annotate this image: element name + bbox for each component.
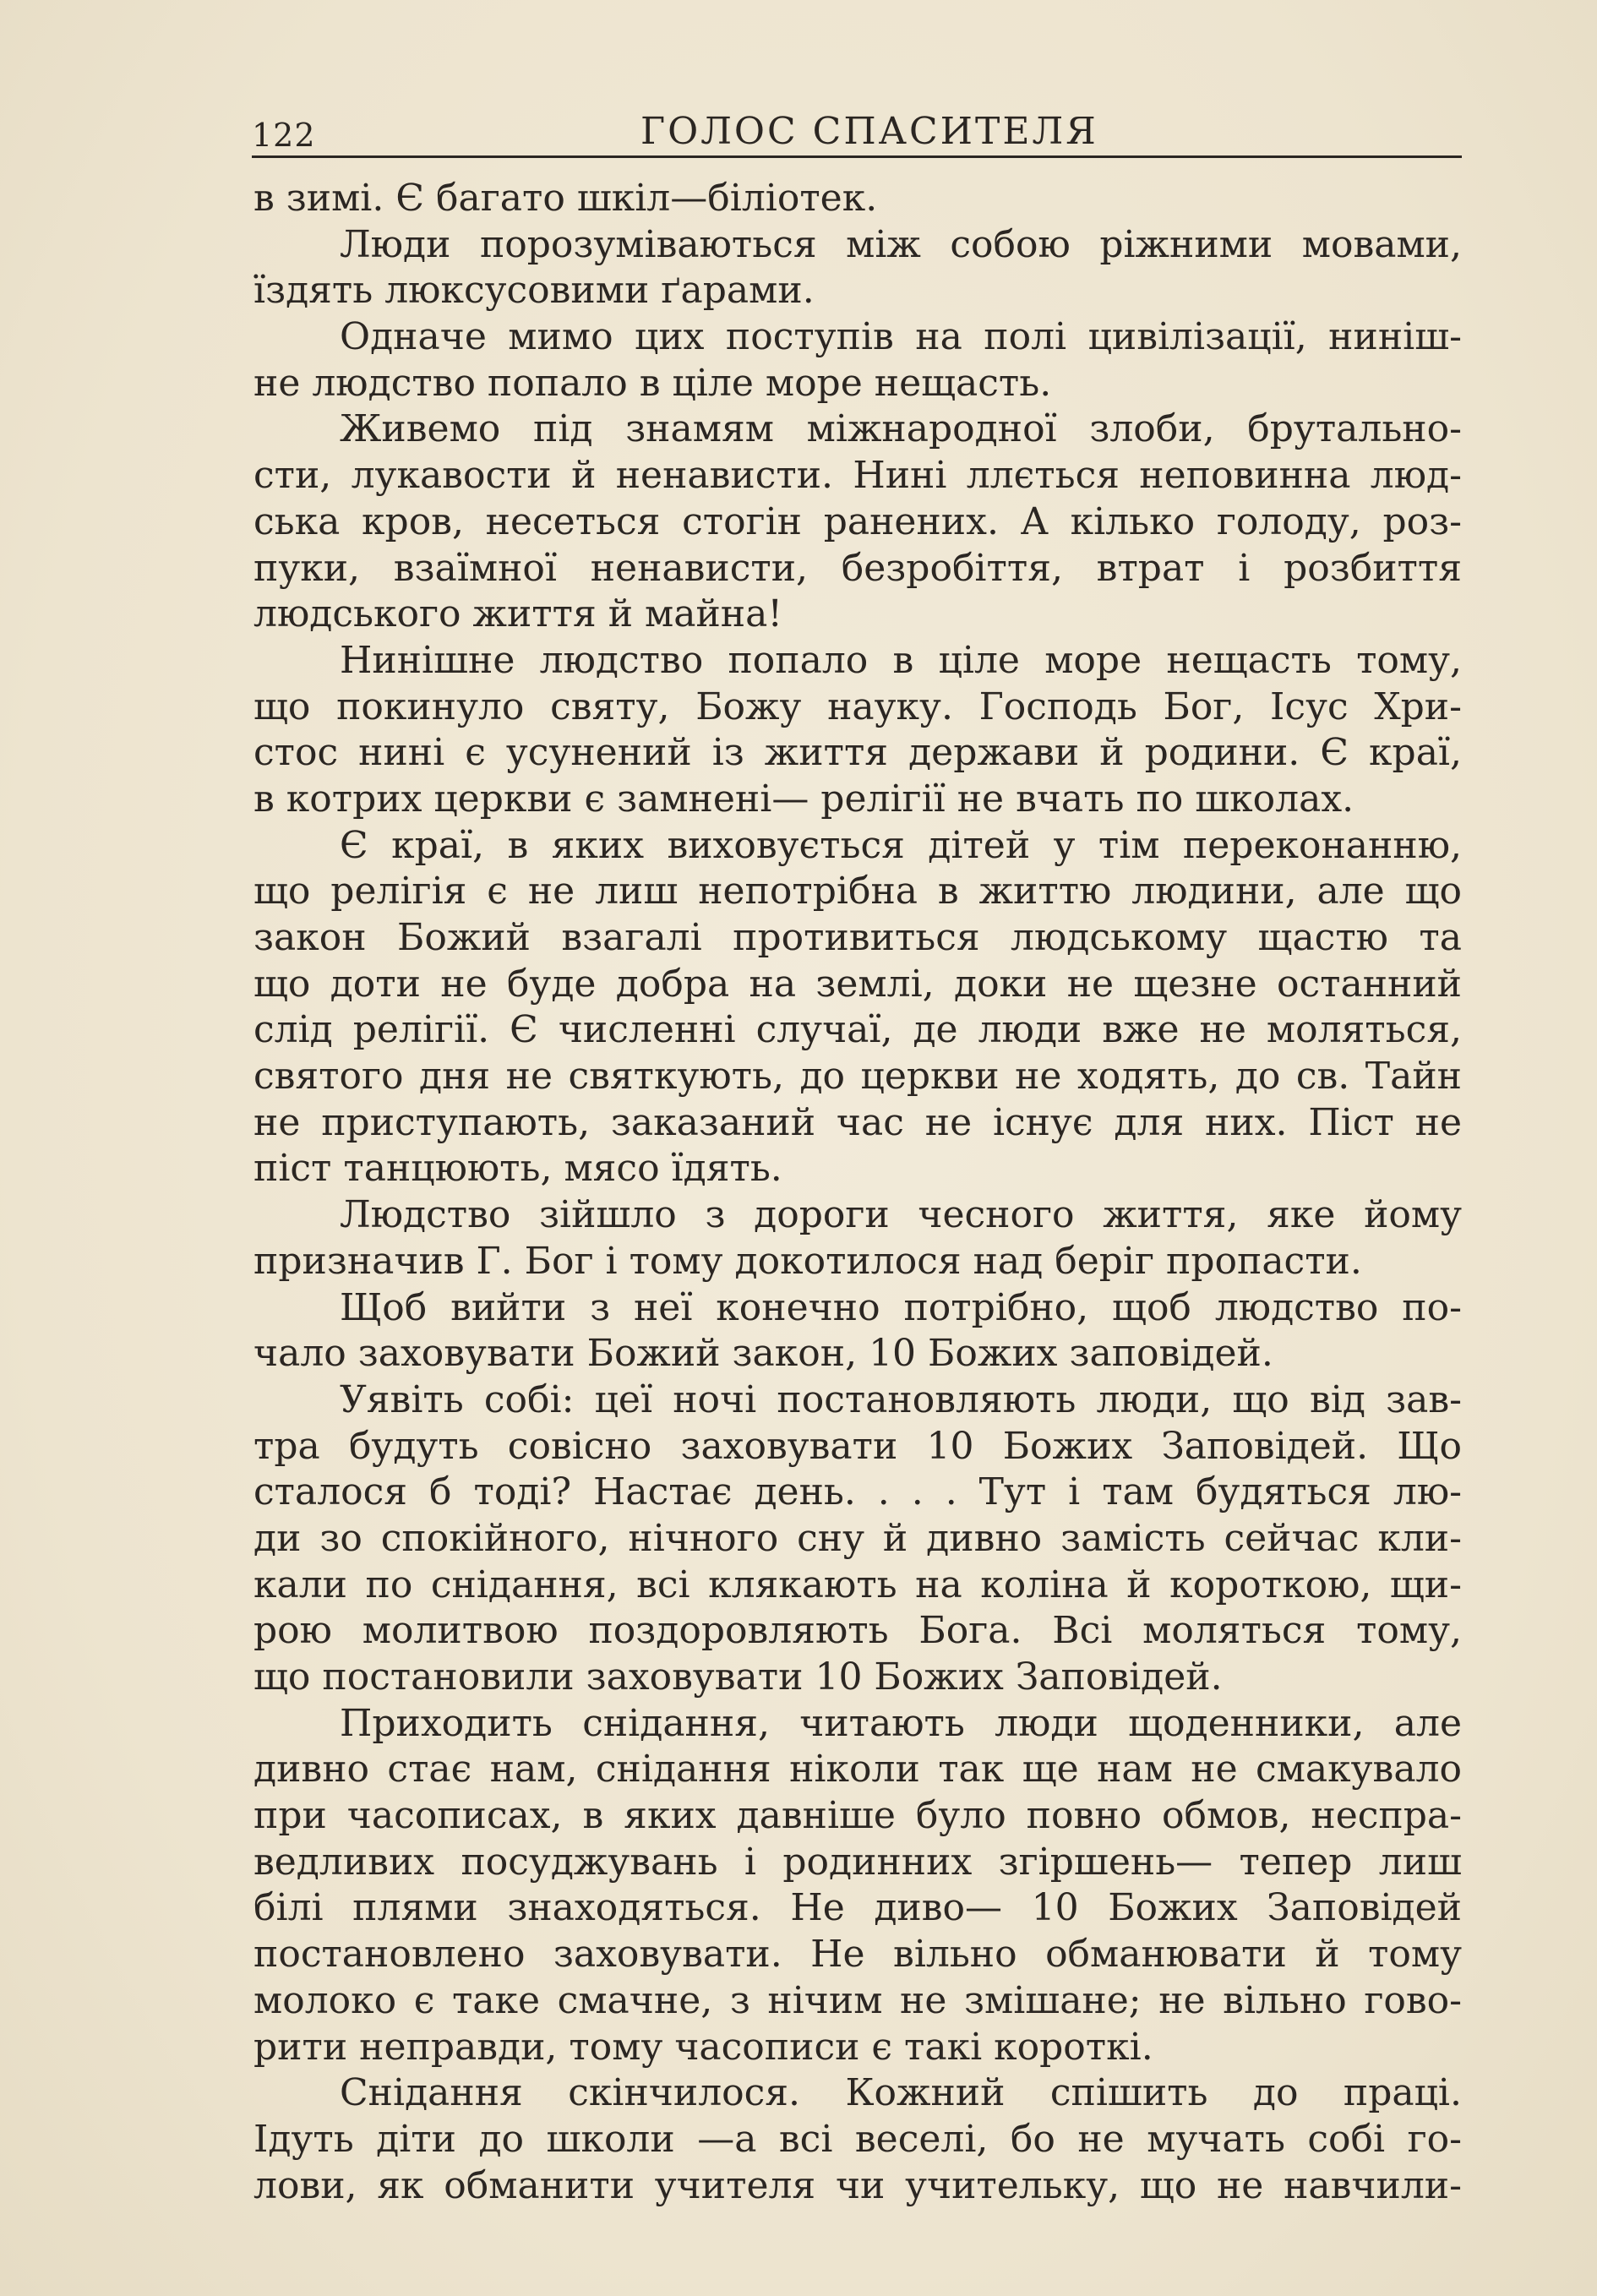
text-line: Ідуть діти до школи —а всі веселі, бо не мучать собі го- (253, 2117, 1462, 2161)
text-line: закон Божий взагалі противиться людському щастю та (253, 916, 1462, 959)
text-line: рою молитвою поздоровляють Бога. Всі моляться тому, (253, 1609, 1462, 1653)
text-line: тра будуть совісно заховувати 10 Божих Заповідей. Що (253, 1424, 1462, 1468)
text-line: Уявіть собі: цеї ночі постановляють люди, що від зав- (340, 1377, 1462, 1421)
text-line: рити неправди, тому часописи є такі короткі. (253, 2025, 1153, 2069)
text-line: Снідання скінчилося. Кожний спішить до праці. (340, 2071, 1462, 2115)
running-title: ГОЛОС СПАСИТЕЛЯ (640, 110, 1098, 153)
text-line: не приступають, заказаний час не існує для них. Піст не (253, 1100, 1462, 1144)
text-line: призначив Г. Бог і тому докотилося над беріг пропасти. (253, 1239, 1362, 1283)
text-line: постановлено заховувати. Не вільно обманювати й тому (253, 1933, 1462, 1977)
text-line: дивно стає нам, снідання ніколи так ще нам не смакувало (253, 1748, 1462, 1792)
text-line: Щоб вийти з неї конечно потрібно, щоб людство по- (340, 1285, 1462, 1329)
text-line: ведливих посуджувань і родинних згіршень— тепер лиш (253, 1840, 1462, 1884)
text-line: білі плями знаходяться. Не диво— 10 Божих Заповідей (253, 1886, 1462, 1930)
text-line: Людство зійшло з дороги чесного життя, яке йому (340, 1193, 1462, 1237)
text-line: слід релігії. Є численні случаї, де люди вже не моляться, (253, 1008, 1462, 1052)
text-line: Приходить снідання, читають люди щоденники, але (340, 1701, 1462, 1745)
text-line: не людство попало в ціле море нещасть. (253, 361, 1052, 405)
page-header (252, 108, 1462, 159)
text-line: людського життя й майна! (253, 592, 783, 636)
text-line: що доти не буде добра на землі, доки не щезне останний (253, 962, 1462, 1006)
text-line: чало заховувати Божий закон, 10 Божих заповідей. (253, 1332, 1273, 1376)
text-line: сти, лукавости й ненависти. Нині ллється неповинна люд- (253, 454, 1462, 498)
text-line: що релігія є не лиш непотрібна в життю людини, але що (253, 870, 1462, 913)
text-line: кали по снідання, всі клякають на коліна й короткою, щи- (253, 1562, 1462, 1606)
text-line: їздять люксусовими ґарами. (253, 269, 815, 313)
text-line: Нинішне людство попало в ціле море нещасть тому, (340, 638, 1462, 682)
text-line: в котрих церкви є замнені— релігії не вчать по школах. (253, 777, 1354, 821)
text-line: Є краї, в яких виховується дітей у тім переконанню, (340, 823, 1462, 867)
text-line: сталося б тоді? Настає день. . . . Тут і там будяться лю- (253, 1470, 1462, 1514)
text-line: в зимі. Є багато шкіл—біліотек. (253, 177, 878, 220)
text-line: пуки, взаїмної ненависти, безробіття, втрат і розбиття (253, 546, 1462, 590)
text-line: Люди порозуміваються між собою ріжними мовами, (340, 222, 1462, 266)
text-line: що постановили заховувати 10 Божих Заповідей. (253, 1655, 1223, 1699)
body-text (253, 176, 1462, 2209)
text-line: Одначе мимо цих поступів на полі цивілізації, ниніш- (340, 315, 1462, 359)
text-line: лови, як обманити учителя чи учительку, що не навчили- (253, 2163, 1462, 2207)
text-line: що покинуло святу, Божу науку. Господь Бог, Ісус Хри- (253, 684, 1462, 728)
text-line: ди зо спокійного, нічного сну й дивно замість сейчас кли- (253, 1516, 1462, 1560)
text-line: святого дня не святкують, до церкви не ходять, до св. Тайн (253, 1055, 1462, 1099)
text-line: молоко є таке смачне, з нічим не змішане; не вільно гово- (253, 1978, 1462, 2022)
page-number: 122 (252, 117, 316, 154)
header-rule (252, 155, 1462, 158)
text-line: Живемо під знамям міжнародної злоби, брутально- (340, 407, 1462, 451)
text-line: при часописах, в яких давніше було повно обмов, неспра- (253, 1794, 1462, 1838)
text-line: ська кров, несеться стогін ранених. А кілько голоду, роз- (253, 499, 1462, 543)
text-line: стос нині є усунений із життя держави й родини. Є краї, (253, 731, 1462, 775)
text-line: піст танцюють, мясо їдять. (253, 1147, 782, 1191)
